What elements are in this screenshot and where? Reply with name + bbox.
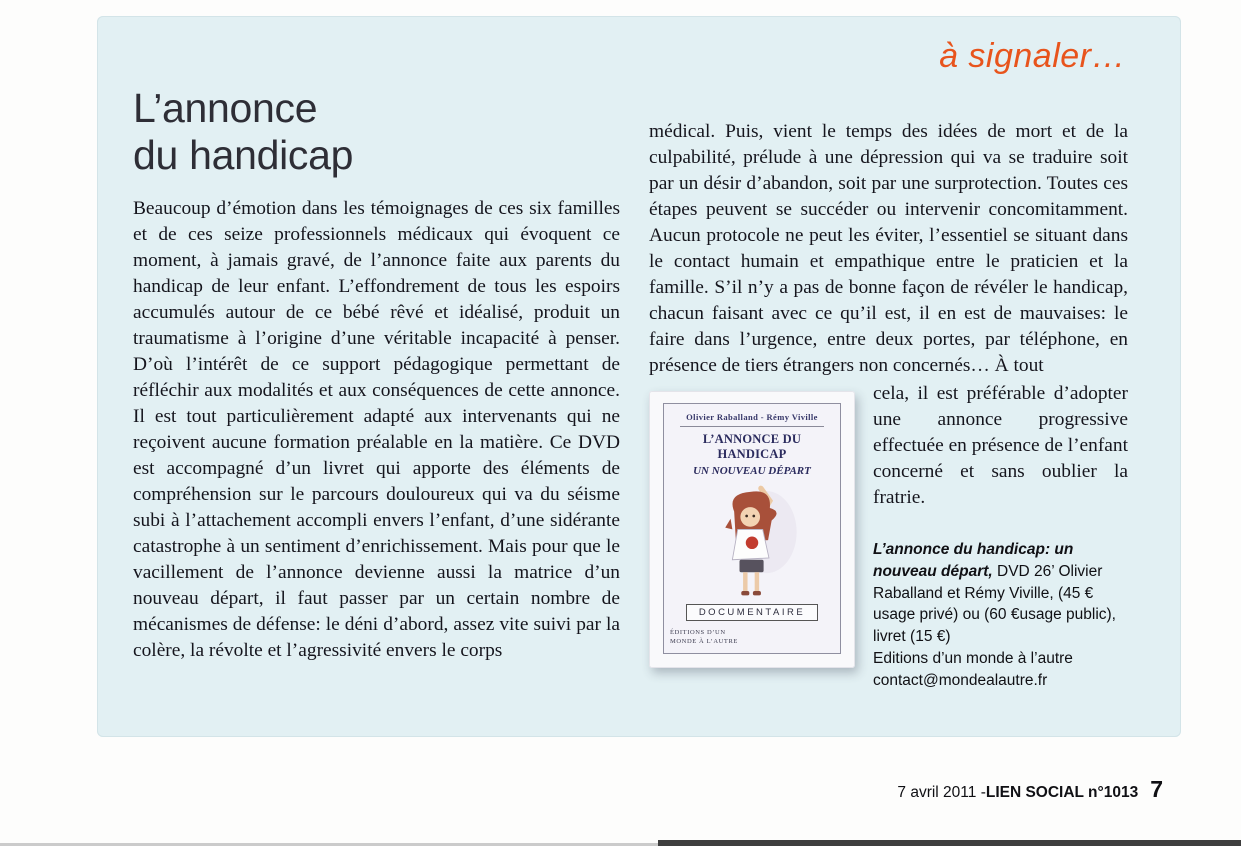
column-left	[133, 85, 620, 664]
article-panel	[97, 16, 1181, 737]
article-text-left: Beaucoup d’émotion dans les témoignages de ces six familles et de ces seize professionnels médicaux qui évoquent ce moment, à jamais gravé, de l’annonce faite aux parents du handicap de leur enfant. L’effondrement de tous les espoirs accumulés autour de ce bébé rêvé et idéalisé, produit un traumatisme à l’origine d’une véritable incapacité à penser. D’où l’intérêt de ce support pédagogique permettant de réfléchir aux modalités et aux conséquences de cette annonce. Il est tout particulièrement adapté aux intervenants qui ne reçoivent aucune formation préalable en la matière. Ce DVD est accompagné d’un livret qui apporte des éléments de compréhension sur le parcours douloureux qui va du séisme subi à l’attachement accompli envers l’enfant, d’une sidérante catastrophe à un sentiment d’enrichissement. Mais pour que le vacillement de l’annonce devienne aussi la matrice d’un nouveau départ, il faut passer par un certain nombre de mécanismes de défense: le déni d’abord, assez vite suivi par la colère, la révolte et l’agressivité envers le corps	[133, 198, 620, 662]
column-right	[649, 85, 1128, 691]
page-footer	[897, 776, 1163, 803]
caption-contact-email: contact@mondealautre.fr	[873, 671, 1048, 689]
caption-title: L’annonce du handicap: un nouveau départ,	[873, 541, 1074, 581]
scan-edge-dark	[658, 840, 1241, 846]
dvd-cover-photo	[649, 391, 855, 668]
dvd-rule	[680, 426, 824, 427]
footer-date: 7 avril 2011 -	[897, 784, 986, 801]
section-label: à signaler…	[939, 37, 1126, 75]
page-number: 7	[1150, 776, 1163, 802]
dvd-authors: Olivier Raballand - Rémy Viville	[686, 412, 818, 423]
dvd-publisher-logo: ÉDITIONS D’UN MONDE À L’AUTRE	[670, 629, 738, 645]
caption-details: DVD 26’ Olivier Raballand et Rémy Viville, (45 € usage privé) ou (60 €usage public), livret (15 €)	[873, 563, 1116, 646]
caption-publisher: Editions d’un monde à l’autre	[873, 649, 1073, 667]
article-columns	[133, 85, 1128, 691]
dvd-subtitle: UN NOUVEAU DÉPART	[693, 465, 811, 478]
article-title	[133, 85, 620, 178]
dvd-genre-badge: DOCUMENTAIRE	[686, 604, 818, 621]
article-text-right-wrap: cela, il est préférable d’adopter une annonce progressive effectuée en présence de l’enfant concerné et sans oublier la fratrie.	[873, 383, 1128, 509]
dvd-illustration-icon	[696, 483, 808, 599]
article-title-line1: L’annonce	[133, 85, 318, 132]
dvd-wrap-zone	[649, 381, 1128, 691]
dvd-title: L’ANNONCE DU HANDICAP	[702, 432, 802, 462]
article-title-line2: du handicap	[133, 131, 354, 178]
footer-journal-title: LIEN SOCIAL n°1013	[985, 784, 1139, 801]
dvd-cover	[663, 403, 841, 654]
article-text-right-top: médical. Puis, vient le temps des idées de mort et de la culpabilité, prélude à une dépression qui va se traduire soit par un désir d’abandon, soit par une surprotection. Toutes ces étapes peuvent se succéder ou intervenir concomitamment. Aucun protocole ne peut les éviter, l’essentiel se situant dans le contact humain et empathique entre le praticien et la famille. S’il n’y a pas de bonne façon de révéler le handicap, chacun faisant avec ce qu’il est, il en est de mauvaises: le faire dans l’urgence, entre deux portes, par téléphone, en présence de tiers étrangers non concernés… À tout	[649, 121, 1128, 377]
